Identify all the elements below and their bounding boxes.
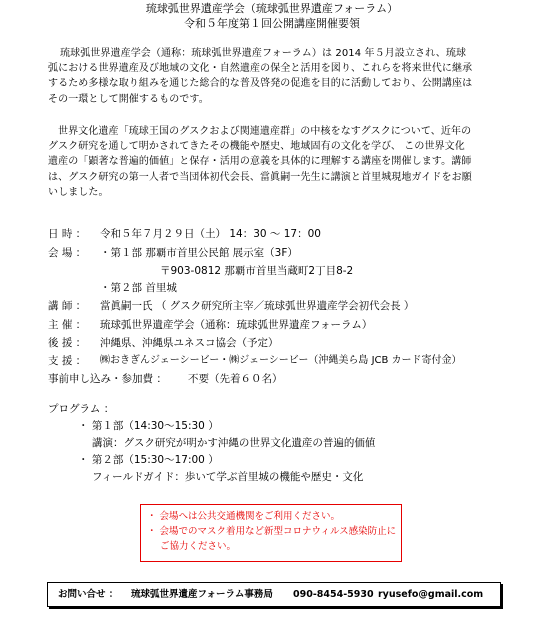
venue-label: 会 場 ： bbox=[48, 247, 87, 259]
document-subtitle: 令和５年度第１回公開講座開催要領 bbox=[184, 17, 360, 30]
venue-part1: ・第１部 那覇市首里公民館 展示室（3F） bbox=[100, 247, 298, 259]
contact-organization: 琉球弧世界遺産フォーラム事務局 bbox=[131, 589, 273, 600]
lecturer-value: 當眞嗣一氏 （ グスク研究所主宰／琉球弧世界遺産学会初代会長 ） bbox=[100, 300, 415, 312]
notice-line: ご協力ください。 bbox=[160, 541, 237, 552]
venue-address: 〒903-0812 那覇市首里当蔵町2丁目8-2 bbox=[160, 265, 354, 277]
paragraph-line: 弧における世界遺産及び地域の文化・自然遺産の保全と活用を図り、これらを将来世代に継承 bbox=[48, 63, 473, 75]
venue-part2: ・第２部 首里城 bbox=[100, 282, 177, 294]
document-title: 琉球弧世界遺産学会（琉球弧世界遺産フォーラム） bbox=[145, 2, 399, 15]
paragraph-line: するため多様な取り組みを通じた総合的な普及啓発の促進を目的に活動しており、公開講座は bbox=[48, 78, 473, 90]
paragraph-line: 遺産の「顕著な普遍的価値」と保存・活用の意義を具体的に理解する講座を開催します。講師 bbox=[48, 156, 472, 168]
intro-paragraph-1 bbox=[48, 46, 522, 107]
paragraph-line: 琉球弧世界遺産学会（通称：琉球弧世界遺産フォーラム）は 2014 年５月設立され、琉球 bbox=[60, 48, 467, 59]
intro-paragraph-2 bbox=[48, 124, 522, 200]
contact-phone: 090-8454-5930 bbox=[293, 589, 374, 600]
program-part1-title: ・ 第１部（14:30～15:30 ） bbox=[78, 420, 219, 432]
date-value: 令和５年７月２９日（土） 14：30 ～ 17：00 bbox=[100, 228, 321, 240]
paragraph-line: 世界文化遺産「琉球王国のグスクおよび関連遺産群」の中核をなすグスクについて、近年の bbox=[58, 126, 472, 137]
notice-box bbox=[140, 504, 402, 562]
apply-value: 不要（先着６０名） bbox=[188, 373, 283, 385]
notice-line: ・ 会場へは公共交通機関をご利用ください。 bbox=[147, 511, 341, 522]
sponsor-value: ㈱おきぎんジェーシービー・㈱ジェーシービー（沖縄美ら島 JCB カード寄付金） bbox=[100, 355, 462, 366]
host-value: 琉球弧世界遺産学会（通称：琉球弧世界遺産フォーラム） bbox=[100, 319, 373, 331]
support-value: 沖縄県、沖縄県ユネスコ協会（予定） bbox=[100, 337, 279, 349]
program-part1-desc: 講演：グスク研究が明かす沖縄の世界文化遺産の普遍的価値 bbox=[92, 437, 376, 449]
paragraph-line: その一環として開催するものです。 bbox=[48, 93, 209, 105]
sponsor-label: 支 援 ： bbox=[48, 355, 87, 367]
program-part2-title: ・ 第２部（15:30～17:00 ） bbox=[78, 454, 219, 466]
apply-label: 事前申し込み・参加費 ： bbox=[48, 373, 167, 385]
contact-label: お問い合せ ： bbox=[58, 589, 119, 600]
contact-box bbox=[47, 582, 501, 607]
program-part2-desc: フィールドガイド：歩いて学ぶ首里城の機能や歴史・文化 bbox=[92, 471, 364, 483]
support-label: 後 援 ： bbox=[48, 337, 87, 349]
program-label: プログラム ： bbox=[48, 403, 115, 415]
paragraph-line: いしました。 bbox=[48, 186, 109, 198]
lecturer-label: 講 師 ： bbox=[48, 300, 87, 312]
host-label: 主 催 ： bbox=[48, 319, 87, 331]
paragraph-line: は、グスク研究の第一人者で当団体初代会長、當眞嗣一先生に講演と首里城現地ガイドをお願 bbox=[48, 171, 472, 183]
notice-line: ・ 会場でのマスク着用など新型コロナウィルス感染防止に bbox=[147, 526, 397, 537]
paragraph-line: グスク研究を通して明かされてきたその機能や歴史、地域固有の文化を学び、 この世界文化 bbox=[48, 141, 465, 153]
date-label: 日 時 ： bbox=[48, 228, 87, 240]
contact-email[interactable]: ryusefo@gmail.com bbox=[378, 589, 484, 600]
